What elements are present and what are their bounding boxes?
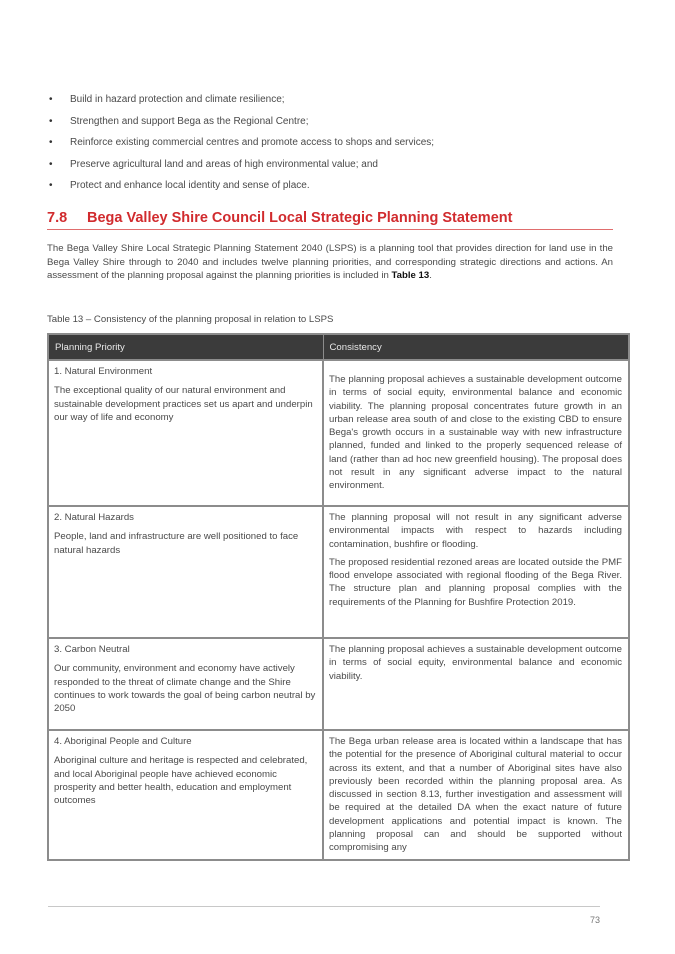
table-caption: Table 13 – Consistency of the planning proposal in relation to LSPS [47, 314, 334, 325]
priority-cell [48, 360, 323, 506]
bullet-icon: • [49, 115, 53, 127]
table-row [48, 730, 629, 860]
consistency-cell [323, 506, 629, 638]
bullet-item: • Build in hazard protection and climate resilience; [49, 94, 285, 105]
table-row [48, 506, 629, 638]
bullet-icon: • [49, 94, 53, 105]
bullet-icon: • [49, 137, 53, 148]
bullet-item: • Preserve agricultural land and areas of high environmental value; and [49, 158, 378, 170]
header-consistency: Consistency [323, 334, 629, 360]
bullet-item: • Strengthen and support Bega as the Regional Centre; [49, 115, 309, 127]
priority-cell [48, 506, 323, 638]
section-heading [47, 209, 613, 230]
bullet-icon: • [49, 158, 53, 170]
consistency-text: The proposed residential rezoned areas are located outside the PMF flood envelope associated with regional flooding of the Bega River. The structure plan and planning proposal complies with the requirements of the Planning for Bushfire Protection 2019. [329, 556, 622, 608]
lsps-consistency-table [47, 333, 630, 861]
priority-title: 3. Carbon Neutral [54, 644, 130, 655]
priority-description: Aboriginal culture and heritage is respected and celebrated, and local Aboriginal people have achieved economic prosperity and better health, education and employment outcomes [54, 755, 308, 807]
priority-title: 1. Natural Environment [54, 366, 153, 377]
table-header-row [48, 334, 629, 360]
table-reference: Table 13 [391, 270, 430, 282]
table-row [48, 638, 629, 730]
consistency-cell [323, 638, 629, 730]
priority-cell [48, 730, 323, 860]
bullet-item: • Protect and enhance local identity and sense of place. [49, 180, 310, 191]
section-title: Bega Valley Shire Council Local Strategic Planning Statement [87, 210, 513, 226]
priority-description: The exceptional quality of our natural environment and sustainable development practices set us apart and underpin our way of life and economy [54, 385, 313, 423]
priority-title: 4. Aboriginal People and Culture [54, 736, 192, 747]
consistency-text: The planning proposal achieves a sustainable development outcome in terms of social equity, environmental balance and economic viability. The planning proposal concentrates future growth in an urban release area south of and close to the existing CBD to ensure Bega's growth occurs in a sustainable way with new infrastructure planned, funded and linked to the properly sequenced release of land (rather than ad hoc new greenfield housing). The proposal does not result in any significant adverse impact to the natural environment. [329, 374, 622, 492]
consistency-cell [323, 730, 629, 860]
consistency-text: The planning proposal will not result in any significant adverse environmental impacts with respect to hazards including contamination, bushfire or flooding. [329, 512, 622, 550]
bullet-list [46, 94, 626, 202]
consistency-cell [323, 360, 629, 506]
bullet-icon: • [49, 180, 53, 191]
priority-title: 2. Natural Hazards [54, 512, 134, 523]
section-number: 7.8 [47, 210, 68, 226]
intro-paragraph: The Bega Valley Shire Local Strategic Planning Statement 2040 (LSPS) is a planning tool that provides direction for land use in the Bega Valley Shire through to 2040 and includes twelve planning priorities, and corresponding strategic directions and actions. An assessment of the planning proposal against the planning priorities is included in Table 13. [47, 243, 613, 282]
footer-divider [48, 906, 600, 907]
consistency-text: The Bega urban release area is located within a landscape that has the potential for the presence of Aboriginal cultural material to occur across its extent, and that a number of Aboriginal sites have also previously been recorded within the planning proposal area. As discussed in section 8.13, further investigation and assessment will be required at the detailed DA when the exact nature of future development applications and potential impact is known. The planning proposal can and should be supported without compromising any [329, 736, 622, 854]
page-number: 73 [589, 915, 600, 925]
header-planning-priority: Planning Priority [48, 334, 323, 360]
table-row [48, 360, 629, 506]
priority-cell [48, 638, 323, 730]
consistency-text: The planning proposal achieves a sustainable development outcome in terms of social equity, environmental balance and economic viability. [329, 644, 622, 682]
priority-description: Our community, environment and economy have actively responded to the threat of climate change and the Shire continues to work towards the goal of being carbon neutral by 2050 [54, 663, 316, 715]
priority-description: People, land and infrastructure are well positioned to face natural hazards [54, 531, 299, 556]
bullet-item: • Reinforce existing commercial centres and promote access to shops and services; [49, 137, 435, 148]
